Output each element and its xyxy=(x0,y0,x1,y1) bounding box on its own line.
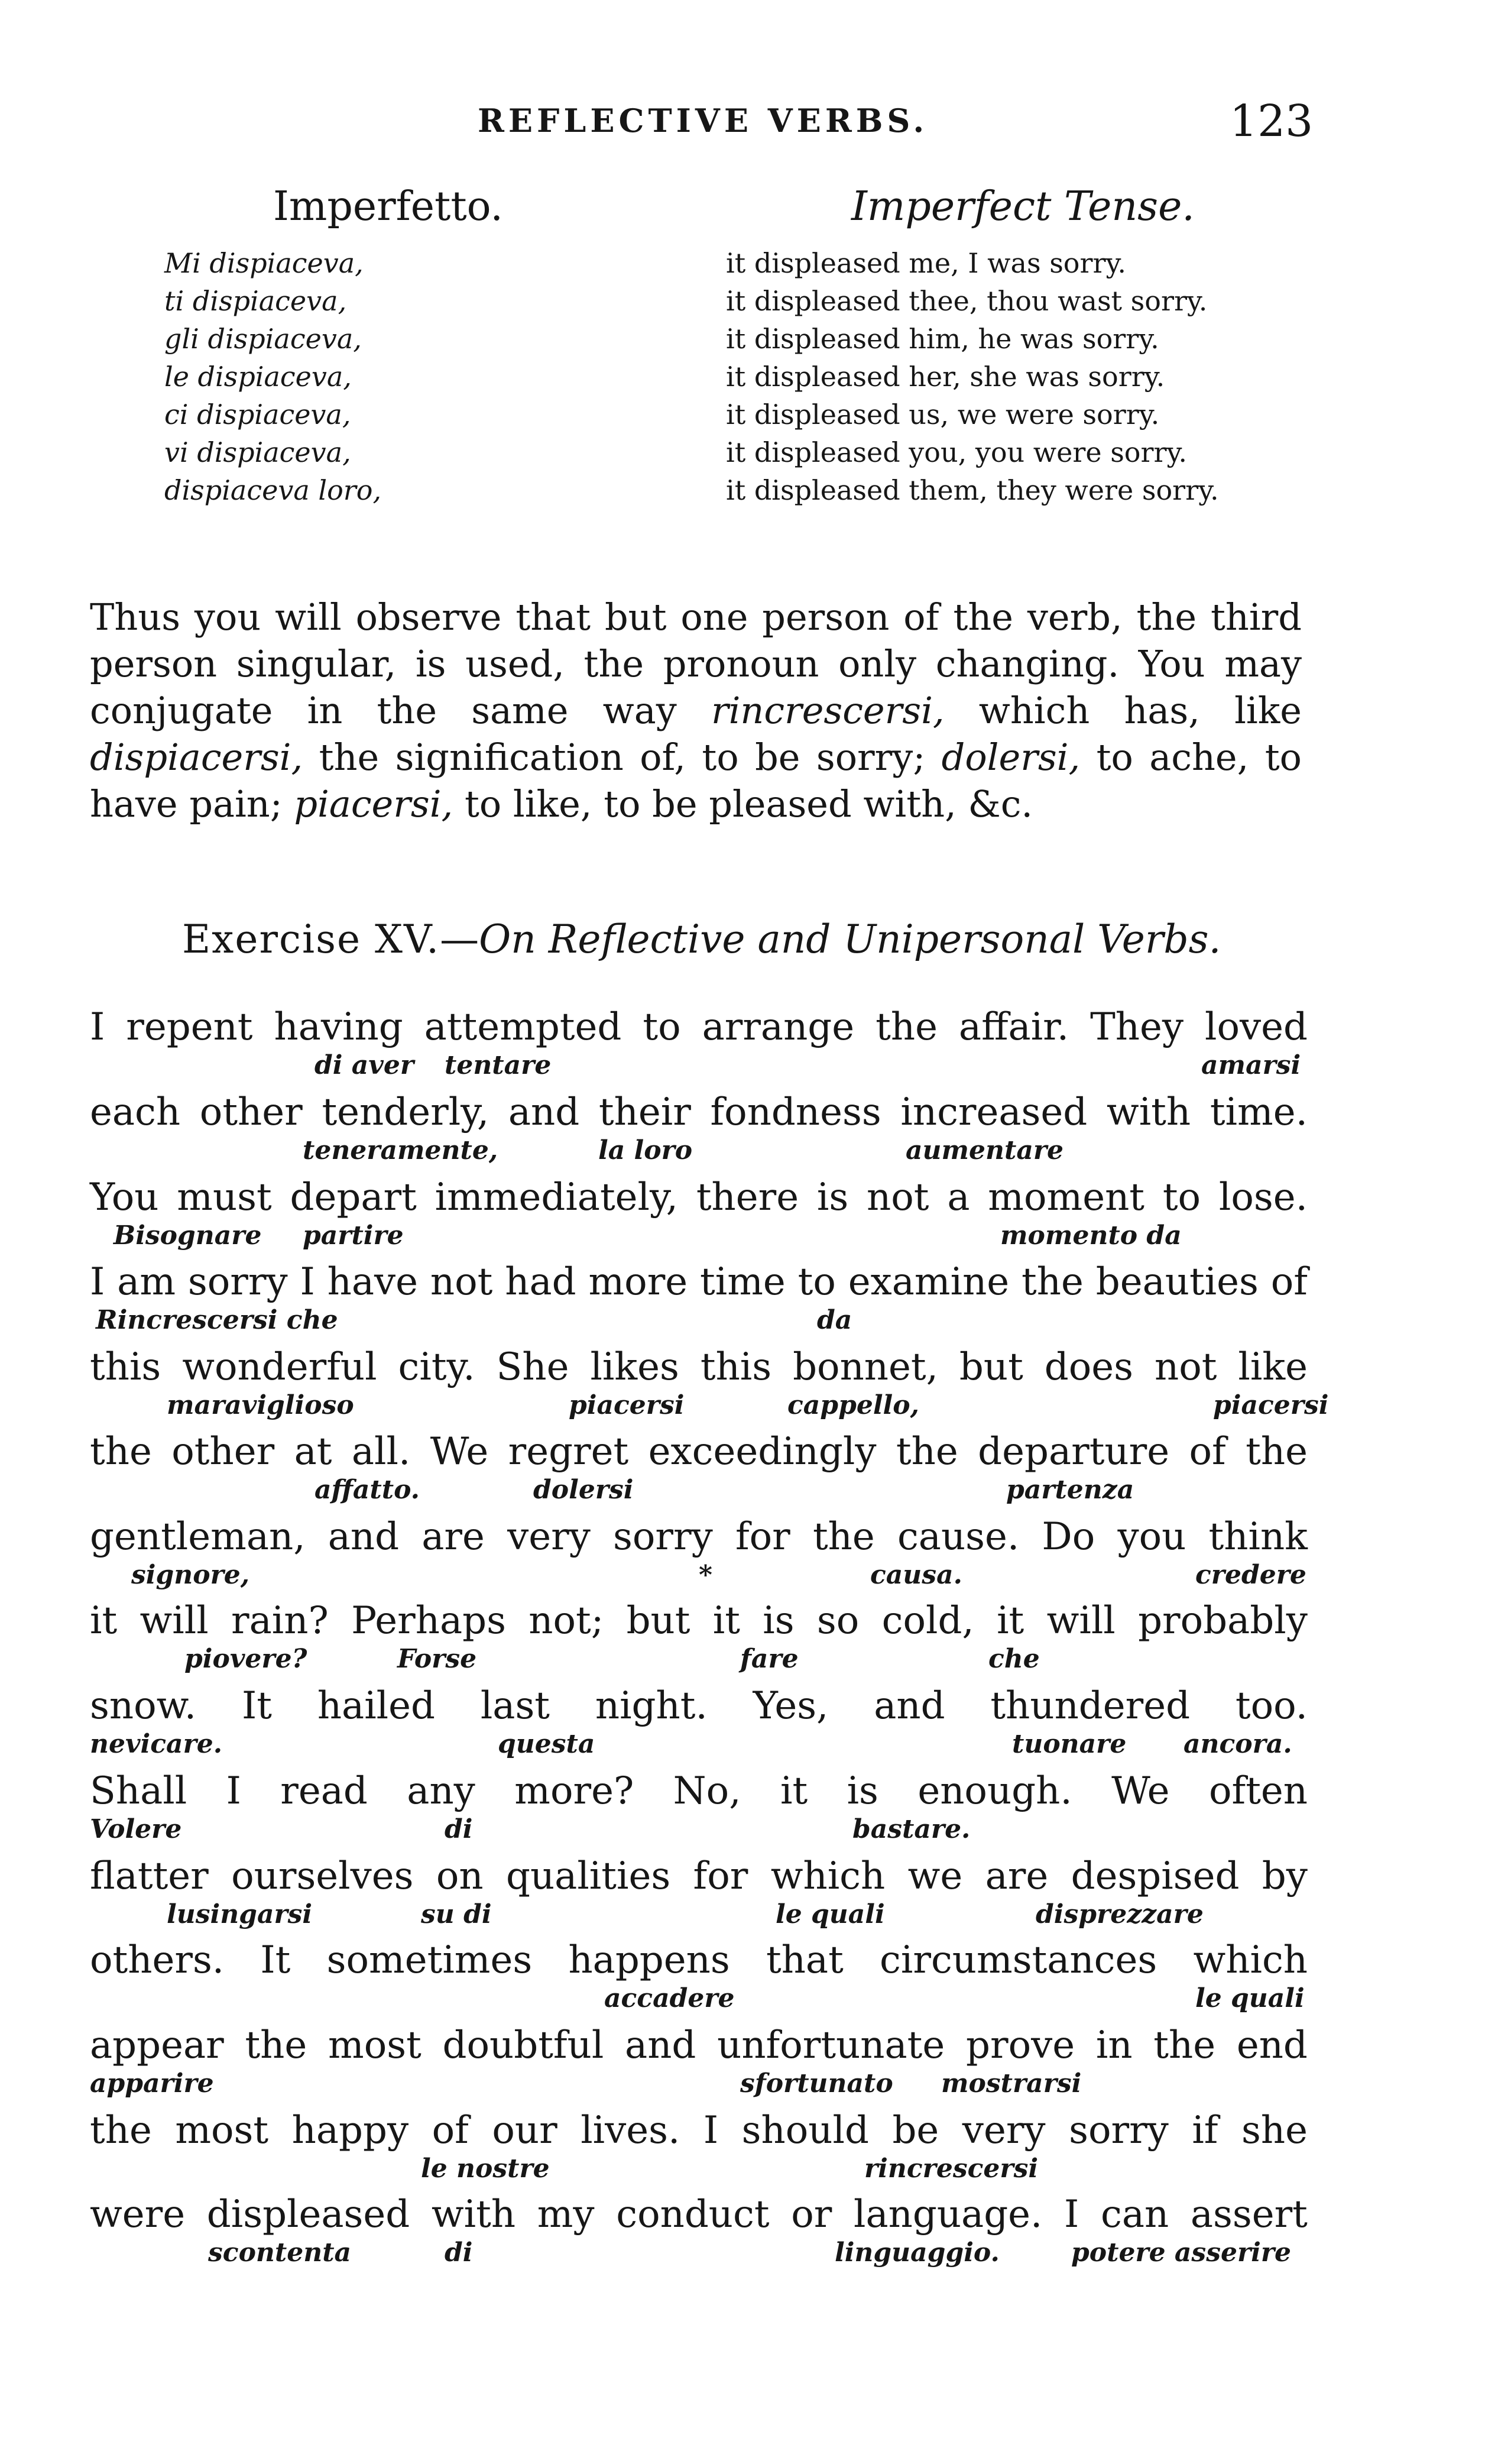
word: the xyxy=(896,1430,958,1474)
italian-verb: piacersi, xyxy=(294,782,453,825)
word: very xyxy=(962,2109,1046,2152)
italian-gloss: di aver xyxy=(314,1050,414,1080)
word: but xyxy=(959,1345,1023,1389)
word: there xyxy=(696,1176,799,1219)
word: most xyxy=(175,2109,269,2152)
italian-form: ti dispiaceva, xyxy=(164,285,347,317)
word: displeased xyxy=(206,2193,410,2236)
word: by xyxy=(1262,1854,1308,1898)
english-translation: it displeased thee, thou wast sorry. xyxy=(726,285,1208,317)
word: sorry xyxy=(1069,2109,1169,2152)
exercise-line xyxy=(90,2109,1308,2193)
word: fondness xyxy=(710,1090,881,1134)
word: We xyxy=(430,1430,489,1474)
word: and xyxy=(625,2023,696,2067)
word: had xyxy=(505,1260,576,1304)
word: repent xyxy=(126,1005,253,1049)
word: appear xyxy=(90,2023,224,2067)
exercise-sentence xyxy=(90,1769,1308,1813)
imperfect-tense-heading: Imperfect Tense. xyxy=(851,183,1195,230)
italian-gloss: piacersi xyxy=(569,1390,685,1420)
explanation-paragraph xyxy=(90,594,1302,827)
conjugation-row xyxy=(0,399,1498,436)
word: my xyxy=(537,2193,595,2236)
word: that xyxy=(766,1938,844,1982)
italian-form: le dispiaceva, xyxy=(164,361,352,393)
word: the xyxy=(1246,1430,1308,1474)
word: exceedingly xyxy=(648,1430,877,1474)
word: I xyxy=(90,1005,105,1049)
word: are xyxy=(985,1854,1049,1898)
word: read xyxy=(280,1769,368,1813)
exercise-sentence xyxy=(90,1176,1308,1219)
word: like xyxy=(1238,1345,1308,1389)
english-translation: it displeased you, you were sorry. xyxy=(726,436,1187,468)
word: Perhaps xyxy=(351,1599,506,1643)
word: having xyxy=(274,1005,403,1049)
exercise-sentence xyxy=(90,1854,1308,1898)
word: to xyxy=(643,1005,681,1049)
exercise-line xyxy=(90,1684,1308,1768)
italian-form: Mi dispiaceva, xyxy=(164,247,364,279)
word: if xyxy=(1192,2109,1218,2152)
word: the xyxy=(812,1515,875,1559)
paragraph-text: Thus you will observe that but one person of the verb, the third person singular, is used, the pronoun only changing. You may conjugate in the same way xyxy=(90,595,1302,732)
italian-form: vi dispiaceva, xyxy=(164,436,351,468)
word: beauties xyxy=(1095,1260,1259,1304)
italian-gloss: le nostre xyxy=(421,2154,550,2184)
word: tenderly, xyxy=(322,1090,489,1134)
italian-gloss: signore, xyxy=(131,1560,250,1590)
italian-gloss: che xyxy=(988,1644,1040,1674)
word: You xyxy=(90,1176,159,1219)
word: must xyxy=(177,1176,272,1219)
word: am xyxy=(117,1260,176,1304)
exercise-line xyxy=(90,2023,1308,2107)
imperfetto-heading: Imperfetto. xyxy=(273,183,504,230)
word: wonderful xyxy=(182,1345,377,1389)
italian-gloss: cappello, xyxy=(787,1390,919,1420)
italian-gloss: apparire xyxy=(90,2068,214,2099)
word: and xyxy=(874,1684,945,1728)
word: other xyxy=(199,1090,303,1134)
exercise-sentence xyxy=(90,1090,1308,1134)
exercise-line xyxy=(90,1599,1308,1683)
word: more? xyxy=(514,1769,634,1813)
word: circumstances xyxy=(880,1938,1157,1982)
word: cause. xyxy=(897,1515,1020,1559)
word: is xyxy=(847,1769,878,1813)
word: hailed xyxy=(317,1684,435,1728)
english-translation: it displeased him, he was sorry. xyxy=(726,323,1159,355)
word: others. xyxy=(90,1938,225,1982)
italian-gloss: nevicare. xyxy=(90,1729,223,1759)
italian-gloss: partenza xyxy=(1006,1475,1134,1505)
exercise-sentence xyxy=(90,1684,1308,1728)
word: for xyxy=(693,1854,748,1898)
word: enough. xyxy=(917,1769,1072,1813)
exercise-title xyxy=(182,917,1221,962)
word: No, xyxy=(673,1769,741,1813)
conjugation-row xyxy=(0,474,1498,512)
word: happy xyxy=(291,2109,409,2152)
word: often xyxy=(1208,1769,1308,1813)
word: immediately, xyxy=(435,1176,678,1219)
word: but xyxy=(626,1599,690,1643)
word: doubtful xyxy=(442,2023,604,2067)
word: more xyxy=(588,1260,688,1304)
word: sorry xyxy=(613,1515,713,1559)
word: not xyxy=(430,1260,493,1304)
word: this xyxy=(90,1345,161,1389)
italian-gloss: accadere xyxy=(604,1983,735,2013)
exercise-sentence xyxy=(90,1938,1308,1982)
word: language. xyxy=(854,2193,1043,2236)
word: which xyxy=(1193,1938,1308,1982)
running-title: REFLECTIVE VERBS. xyxy=(478,102,929,140)
word: the xyxy=(1153,2023,1216,2067)
word: will xyxy=(1046,1599,1116,1643)
word: can xyxy=(1100,2193,1169,2236)
word: the xyxy=(90,2109,152,2152)
conjugation-row xyxy=(0,323,1498,361)
exercise-line xyxy=(90,1260,1308,1344)
word: each xyxy=(90,1090,181,1134)
paragraph-text: to like, to be pleased with, &c. xyxy=(453,782,1033,825)
italian-gloss: causa. xyxy=(870,1560,962,1590)
exercise-line xyxy=(90,1769,1308,1853)
exercise-line xyxy=(90,1854,1308,1938)
word: moment xyxy=(988,1176,1144,1219)
italian-gloss: di xyxy=(445,1814,473,1844)
word: for xyxy=(735,1515,790,1559)
italian-gloss: Forse xyxy=(397,1644,477,1674)
italian-gloss: mostrarsi xyxy=(941,2068,1082,2099)
exercise-sentence xyxy=(90,2109,1308,2152)
word: arrange xyxy=(702,1005,855,1049)
word: is xyxy=(763,1599,795,1643)
word: on xyxy=(436,1854,484,1898)
italian-gloss: le quali xyxy=(1195,1983,1305,2013)
italian-gloss: bastare. xyxy=(852,1814,971,1844)
word: the xyxy=(245,2023,307,2067)
conjugation-row xyxy=(0,247,1498,285)
word: end xyxy=(1236,2023,1308,2067)
italian-gloss: tuonare xyxy=(1012,1729,1127,1759)
word: is xyxy=(816,1176,849,1219)
word: Shall xyxy=(90,1769,187,1813)
italian-gloss: disprezzare xyxy=(1036,1899,1204,1929)
word: she xyxy=(1241,2109,1308,2152)
exercise-sentence xyxy=(90,2023,1308,2067)
word: not; xyxy=(528,1599,604,1643)
word: snow. xyxy=(90,1684,197,1728)
italian-gloss: piacersi xyxy=(1213,1390,1329,1420)
word: this xyxy=(700,1345,772,1389)
word: increased xyxy=(900,1090,1088,1134)
exercise-line xyxy=(90,1938,1308,2022)
word: with xyxy=(1106,1090,1191,1134)
word: happens xyxy=(568,1938,730,1982)
word: think xyxy=(1208,1515,1308,1559)
exercise-sentence xyxy=(90,1005,1308,1049)
word: unfortunate xyxy=(717,2023,945,2067)
italian-gloss: amarsi xyxy=(1201,1050,1301,1080)
title-dash: — xyxy=(440,917,479,962)
word: thundered xyxy=(990,1684,1191,1728)
word: in xyxy=(1095,2023,1133,2067)
paragraph-text: which has, like xyxy=(944,689,1302,732)
word: sometimes xyxy=(326,1938,533,1982)
word: time xyxy=(700,1260,786,1304)
word: lives. xyxy=(581,2109,680,2152)
word: night. xyxy=(595,1684,708,1728)
word: assert xyxy=(1190,2193,1308,2236)
italian-gloss: le quali xyxy=(776,1899,885,1929)
word: not xyxy=(867,1176,929,1219)
exercise-sentence xyxy=(90,1430,1308,1474)
word: gentleman, xyxy=(90,1515,306,1559)
word: to xyxy=(1162,1176,1201,1219)
word: regret xyxy=(508,1430,629,1474)
exercise-line xyxy=(90,1345,1329,1429)
word: departure xyxy=(978,1430,1170,1474)
word: Do xyxy=(1042,1515,1095,1559)
word: it xyxy=(712,1599,740,1643)
word: the xyxy=(876,1005,938,1049)
italian-form: gli dispiaceva, xyxy=(164,323,362,355)
italian-gloss: dolersi xyxy=(533,1475,634,1505)
word: our xyxy=(492,2109,557,2152)
word: They xyxy=(1090,1005,1184,1049)
italian-gloss: fare xyxy=(740,1644,799,1674)
word: should xyxy=(741,2109,869,2152)
word: ourselves xyxy=(231,1854,414,1898)
italian-gloss: da xyxy=(817,1305,852,1335)
exercise-line xyxy=(90,1090,1308,1174)
word: It xyxy=(241,1684,272,1728)
italian-gloss: * xyxy=(699,1560,713,1590)
exercise-subject: On Reflective and Unipersonal Verbs. xyxy=(479,917,1221,962)
word: examine xyxy=(848,1260,1010,1304)
word: probably xyxy=(1138,1599,1308,1643)
italian-gloss: Volere xyxy=(90,1814,182,1844)
word: I xyxy=(1064,2193,1079,2236)
word: I xyxy=(300,1260,315,1304)
italian-gloss: questa xyxy=(498,1729,595,1759)
italian-verb: dispiacersi, xyxy=(90,736,303,779)
paragraph-text: to ache, to have pain; xyxy=(90,736,1302,825)
italian-gloss: aumentare xyxy=(906,1135,1064,1165)
english-translation: it displeased her, she was sorry. xyxy=(726,361,1165,393)
word: rain? xyxy=(231,1599,329,1643)
italian-gloss: affatto. xyxy=(314,1475,420,1505)
word: and xyxy=(508,1090,580,1134)
word: other xyxy=(171,1430,275,1474)
word: cold, xyxy=(881,1599,974,1643)
english-translation: it displeased them, they were sorry. xyxy=(726,474,1219,506)
word: bonnet, xyxy=(793,1345,938,1389)
word: lose. xyxy=(1218,1176,1308,1219)
italian-gloss: maraviglioso xyxy=(167,1390,354,1420)
word: which xyxy=(770,1854,886,1898)
word: flatter xyxy=(90,1854,209,1898)
word: will xyxy=(140,1599,209,1643)
word: It xyxy=(260,1938,291,1982)
exercise-sentence xyxy=(90,1515,1308,1559)
italian-gloss: linguaggio. xyxy=(835,2238,1000,2268)
exercise-number: Exercise XV. xyxy=(182,917,440,962)
word: be xyxy=(892,2109,939,2152)
word: with xyxy=(431,2193,516,2236)
word: conduct xyxy=(616,2193,770,2236)
italian-verb: rincrescersi, xyxy=(711,689,945,732)
word: likes xyxy=(590,1345,679,1389)
exercise-line xyxy=(90,1515,1308,1599)
word: Yes, xyxy=(753,1684,829,1728)
italian-gloss: di xyxy=(445,2238,473,2268)
italian-gloss: potere asserire xyxy=(1071,2238,1292,2268)
italian-gloss: sfortunato xyxy=(740,2068,893,2099)
word: a xyxy=(947,1176,970,1219)
word: last xyxy=(480,1684,550,1728)
italian-gloss: rincrescersi xyxy=(864,2154,1039,2184)
conjugation-row xyxy=(0,285,1498,323)
italian-gloss: partire xyxy=(303,1220,404,1251)
word: loved xyxy=(1204,1005,1308,1049)
word: of xyxy=(1270,1260,1308,1304)
italian-verb: dolersi, xyxy=(941,736,1081,779)
word: sorry xyxy=(187,1260,288,1304)
word: their xyxy=(598,1090,691,1134)
italian-gloss: la loro xyxy=(598,1135,693,1165)
word: not xyxy=(1154,1345,1217,1389)
page-number: 123 xyxy=(1230,96,1314,147)
word: too. xyxy=(1235,1684,1308,1728)
word: depart xyxy=(290,1176,417,1219)
word: all. xyxy=(351,1430,411,1474)
word: city. xyxy=(398,1345,475,1389)
word: it xyxy=(780,1769,808,1813)
word: so xyxy=(816,1599,860,1643)
exercise-sentence xyxy=(90,1599,1308,1643)
exercise-line xyxy=(90,1176,1308,1259)
word: or xyxy=(791,2193,832,2236)
word: affair. xyxy=(958,1005,1069,1049)
word: the xyxy=(90,1430,152,1474)
word: were xyxy=(90,2193,186,2236)
word: at xyxy=(294,1430,332,1474)
word: very xyxy=(507,1515,591,1559)
word: I xyxy=(90,1260,105,1304)
italian-gloss: ancora. xyxy=(1184,1729,1292,1759)
italian-gloss: teneramente, xyxy=(303,1135,498,1165)
exercise-sentence xyxy=(90,1345,1308,1389)
conjugation-row xyxy=(0,436,1498,474)
word: time. xyxy=(1210,1090,1308,1134)
italian-gloss: lusingarsi xyxy=(167,1899,313,1929)
word: it xyxy=(997,1599,1024,1643)
word: attempted xyxy=(424,1005,622,1049)
italian-gloss: su di xyxy=(421,1899,492,1929)
word: I xyxy=(226,1769,241,1813)
italian-gloss: scontenta xyxy=(208,2238,352,2268)
italian-gloss: Rincrescersi che xyxy=(96,1305,338,1335)
italian-form: ci dispiaceva, xyxy=(164,399,351,430)
word: any xyxy=(407,1769,475,1813)
exercise-sentence xyxy=(90,2193,1308,2236)
page-header xyxy=(0,96,1498,149)
word: we xyxy=(907,1854,963,1898)
word: of xyxy=(1189,1430,1226,1474)
word: I xyxy=(703,2109,719,2152)
word: the xyxy=(1022,1260,1084,1304)
word: of xyxy=(432,2109,469,2152)
italian-gloss: piovere? xyxy=(184,1644,307,1674)
word: and xyxy=(328,1515,400,1559)
word: We xyxy=(1111,1769,1170,1813)
paragraph-text: the signification of, to be sorry; xyxy=(303,736,942,779)
word: to xyxy=(797,1260,836,1304)
word: does xyxy=(1044,1345,1133,1389)
word: it xyxy=(90,1599,118,1643)
exercise-line xyxy=(90,1005,1308,1089)
word: qualities xyxy=(505,1854,671,1898)
word: you xyxy=(1117,1515,1186,1559)
exercise-line xyxy=(90,2193,1308,2277)
italian-gloss: momento da xyxy=(1000,1220,1182,1251)
word: prove xyxy=(966,2023,1075,2067)
english-translation: it displeased us, we were sorry. xyxy=(726,399,1160,430)
word: She xyxy=(496,1345,569,1389)
italian-gloss: tentare xyxy=(445,1050,552,1080)
word: have xyxy=(327,1260,419,1304)
word: most xyxy=(328,2023,421,2067)
english-translation: it displeased me, I was sorry. xyxy=(726,247,1126,279)
exercise-line xyxy=(90,1430,1308,1514)
word: are xyxy=(421,1515,485,1559)
italian-gloss: credere xyxy=(1195,1560,1306,1590)
conjugation-row xyxy=(0,361,1498,399)
italian-form: dispiaceva loro, xyxy=(164,474,382,506)
exercise-sentence xyxy=(90,1260,1308,1304)
italian-gloss: Bisognare xyxy=(114,1220,262,1251)
word: despised xyxy=(1071,1854,1240,1898)
